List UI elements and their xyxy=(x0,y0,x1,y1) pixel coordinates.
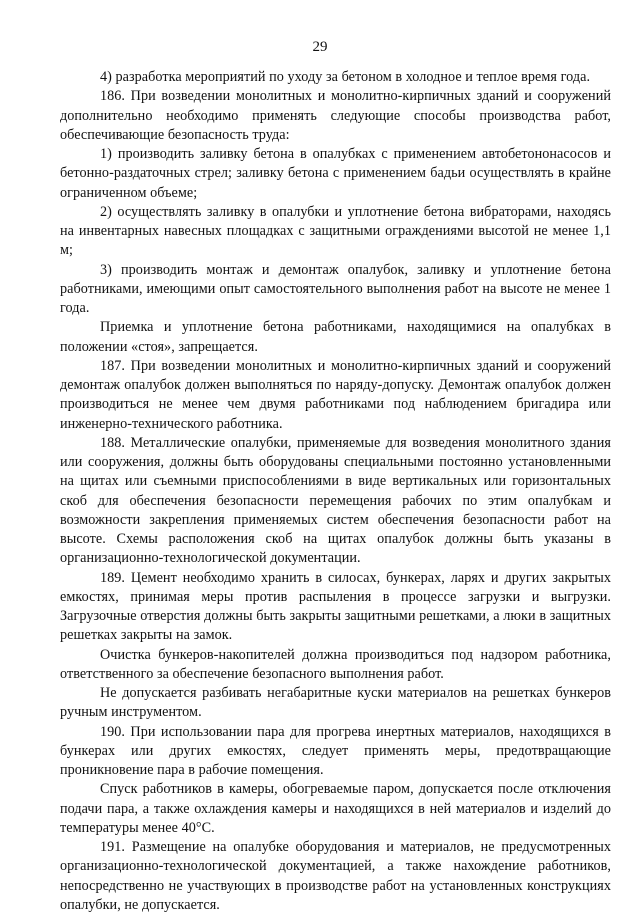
paragraph-191: 191. Размещение на опалубке оборудования и материалов, не предусмотренных организационно-технологической документацией, а также нахождение работников, непосредственно не участвующих в производстве работ на установленных конструкциях опалубки, не допускается. xyxy=(60,839,611,913)
paragraph-189: 189. Цемент необходимо хранить в силосах, бункерах, ларях и других закрытых емкостях, принимая меры против распыления в процессе загрузки и выгрузки. Загрузочные отверстия должны быть закрыты защитными решетками, а люки в защитных решетках закрыты на замок. xyxy=(60,569,611,644)
paragraph-186-item-3: 3) производить монтаж и демонтаж опалубок, заливку и уплотнение бетона работниками, имеющими опыт самостоятельного выполнения работ на высоте не менее 1 года. xyxy=(60,261,611,316)
paragraph-item-4: 4) разработка мероприятий по уходу за бетоном в холодное и теплое время года. xyxy=(100,69,591,85)
paragraph-190: 190. При использовании пара для прогрева инертных материалов, находящихся в бункерах или других емкостях, следует применять меры, предотвращающие проникновение пара в рабочие помещения. xyxy=(60,723,611,778)
paragraph-steam-chambers: Спуск работников в камеры, обогреваемые паром, допускается после отключения подачи пара, а также охлаждения камеры и находящихся в ней материалов и изделий до температуры менее 40°C. xyxy=(60,781,611,836)
paragraph-186: 186. При возведении монолитных и монолитно-кирпичных зданий и сооружений дополнительно необходимо применять следующие способы производства работ, обеспечивающие безопасность труда: xyxy=(60,88,611,143)
paragraph-186-item-2: 2) осуществлять заливку в опалубки и уплотнение бетона вибраторами, находясь на инвентарных навесных площадках с защитными ограждениями высотой не менее 1,1 м; xyxy=(60,203,611,259)
paragraph-bunker-cleaning: Очистка бункеров-накопителей должна производиться под надзором работника, ответственного за обеспечение безопасного выполнения работ. xyxy=(60,646,611,682)
paragraph-188: 188. Металлические опалубки, применяемые для возведения монолитного здания или сооружения, должны быть оборудованы специальными постоянно установленными на щитах или съемными приспособлениями в виде вертикальных или горизонтальных скоб для обеспечения безопасности перемещения рабочих по этим опалубкам и возможности закрепления применяемых систем обеспечения безопасности работ на высоте. Схемы расположения скоб на щитах опалубок должны быть указаны в организационно-технологической документации. xyxy=(60,434,611,567)
paragraph-186-item-1: 1) производить заливку бетона в опалубках с применением автобетононасосов и бетонно-раздаточных стрел; заливку бетона с применением бадьи осуществлять в крайне ограниченном объеме; xyxy=(60,146,611,201)
body-text xyxy=(60,68,611,915)
paragraph-187: 187. При возведении монолитных и монолитно-кирпичных зданий и сооружений демонтаж опалубок должен выполняться по наряду-допуску. Демонтаж опалубок должен производиться не менее чем двумя работниками под наблюдением бригадира или инженерно-технического работника. xyxy=(60,357,611,432)
page-number: 29 xyxy=(312,39,328,55)
paragraph-no-breaking: Не допускается разбивать негабаритные куски материалов на решетках бункеров ручным инструментом. xyxy=(60,685,611,721)
paragraph-concrete-acceptance: Приемка и уплотнение бетона работниками, находящимися на опалубках в положении «стоя», запрещается. xyxy=(60,319,611,355)
